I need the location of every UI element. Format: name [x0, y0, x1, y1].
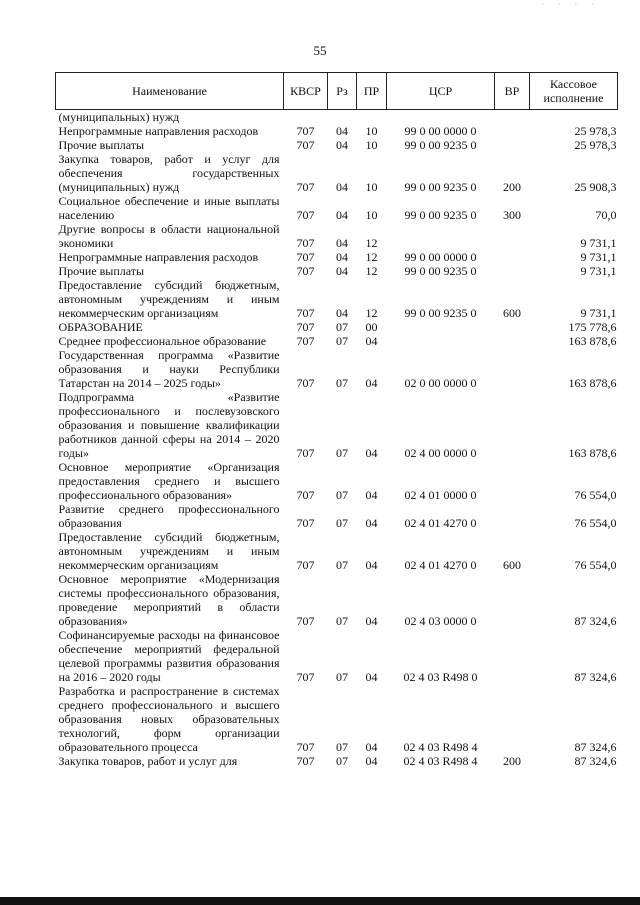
cell-pr: 04 [365, 334, 378, 348]
cell-vr [495, 460, 530, 502]
table-row [56, 334, 618, 348]
cell-amount: 87 324,6 [574, 754, 617, 768]
cell-rz: 07 [336, 376, 348, 390]
cell-amount: 9 731,1 [580, 264, 617, 278]
cell-amount: 87 324,6 [574, 614, 617, 628]
cell-amount: 25 978,3 [574, 124, 617, 138]
cell-csr: 02 4 01 4270 0 [404, 558, 477, 572]
cell-rz: 07 [336, 488, 348, 502]
table-row [56, 152, 618, 194]
table-row [56, 754, 618, 768]
cell-name: Непрограммные направления расходов [58, 124, 259, 138]
cell-pr: 04 [365, 670, 378, 684]
cell-rz: 04 [336, 306, 348, 320]
cell-vr [495, 572, 530, 628]
cell-vr [495, 138, 530, 152]
cell-kvsr: 707 [296, 180, 315, 194]
cell-kvsr: 707 [296, 236, 315, 250]
cell-kvsr: 707 [296, 306, 315, 320]
cell-csr: 02 0 00 0000 0 [404, 376, 477, 390]
cell-rz: 04 [336, 236, 348, 250]
page-number: 55 [313, 43, 327, 58]
cell-kvsr: 707 [296, 320, 315, 334]
cell-pr: 12 [365, 306, 378, 320]
cell-amount: 163 878,6 [568, 446, 617, 460]
cell-amount: 9 731,1 [580, 306, 617, 320]
cell-rz: 04 [336, 250, 348, 264]
cell-csr: 99 0 00 9235 0 [404, 208, 477, 222]
cell-pr: 10 [365, 124, 378, 138]
cell-name: Прочие выплаты [58, 264, 145, 278]
cell-pr: 04 [365, 376, 378, 390]
cell-name: Разработка и распространение в системах среднего профессионального и высшего образования новых образовательных технологий, форм организации образовательного процесса [58, 684, 280, 754]
cell-name: (муниципальных) нужд [58, 110, 180, 124]
table-row [56, 124, 618, 138]
cell-kvsr: 707 [296, 376, 315, 390]
cell-vr [495, 124, 530, 138]
cell-pr: 04 [365, 754, 378, 768]
cell-amount: 9 731,1 [580, 250, 617, 264]
cell-kvsr: 707 [296, 670, 315, 684]
cell-kvsr: 707 [296, 446, 315, 460]
cell-vr [495, 110, 530, 125]
cell-rz: 07 [336, 320, 348, 334]
cell-name: Непрограммные направления расходов [58, 250, 259, 264]
cell-pr: 10 [365, 138, 378, 152]
header-csr: ЦСР [387, 73, 495, 110]
table-row [56, 502, 618, 530]
cell-pr [357, 110, 387, 125]
table-row [56, 222, 618, 250]
header-vr: ВР [495, 73, 530, 110]
cell-vr [495, 264, 530, 278]
cell-pr: 04 [365, 516, 378, 530]
cell-name: Другие вопросы в области национальной экономики [58, 222, 280, 250]
table-row [56, 390, 618, 460]
cell-rz: 07 [336, 670, 348, 684]
cell-vr [495, 684, 530, 754]
table-row [56, 460, 618, 502]
table-row [56, 530, 618, 572]
cell-amount: 76 554,0 [574, 516, 617, 530]
cell-rz: 04 [336, 264, 348, 278]
cell-vr [495, 222, 530, 250]
cell-vr [495, 628, 530, 684]
cell-amount: 163 878,6 [568, 334, 617, 348]
cell-amount: 25 978,3 [574, 138, 617, 152]
cell-pr: 00 [365, 320, 378, 334]
table-row [56, 110, 618, 125]
cell-rz: 04 [336, 208, 348, 222]
cell-name: Развитие среднего профессионального образования [58, 502, 280, 530]
table-row [56, 138, 618, 152]
cell-name: Предоставление субсидий бюджетным, автономным учреждениям и иным некоммерческим организациям [58, 530, 280, 572]
scan-edge [0, 897, 640, 905]
cell-rz [328, 110, 357, 125]
cell-name: Государственная программа «Развитие образования и науки Республики Татарстан на 2014 – 2025 годы» [58, 348, 280, 390]
cell-amount: 87 324,6 [574, 670, 617, 684]
header-kvsr: КВСР [284, 73, 328, 110]
cell-pr: 10 [365, 180, 378, 194]
cell-csr: 99 0 00 0000 0 [404, 250, 477, 264]
budget-table [55, 72, 618, 768]
cell-kvsr: 707 [296, 264, 315, 278]
cell-csr: 99 0 00 9235 0 [404, 138, 477, 152]
cell-csr: 99 0 00 0000 0 [404, 124, 477, 138]
cell-kvsr: 707 [296, 516, 315, 530]
cell-rz: 04 [336, 124, 348, 138]
table-row [56, 278, 618, 320]
table-row [56, 194, 618, 222]
cell-vr [495, 250, 530, 264]
table-header-row [56, 73, 618, 110]
cell-kvsr: 707 [296, 124, 315, 138]
table-row [56, 628, 618, 684]
cell-kvsr [284, 110, 328, 125]
cell-csr: 99 0 00 9235 0 [404, 264, 477, 278]
cell-csr: 02 4 01 4270 0 [404, 516, 477, 530]
cell-rz: 07 [336, 446, 348, 460]
cell-vr: 200 [503, 754, 521, 768]
cell-name: Закупка товаров, работ и услуг для обеспечения государственных (муниципальных) нужд [58, 152, 280, 194]
header-name: Наименование [56, 73, 284, 110]
cell-kvsr: 707 [296, 250, 315, 264]
cell-csr: 02 4 03 R498 0 [403, 670, 478, 684]
cell-name: Среднее профессиональное образование [58, 334, 267, 348]
cell-amount: 163 878,6 [568, 376, 617, 390]
cell-rz: 04 [336, 180, 348, 194]
cell-pr: 04 [365, 446, 378, 460]
cell-csr: 02 4 03 R498 4 [403, 740, 478, 754]
cell-rz: 07 [336, 558, 348, 572]
cell-csr [387, 334, 495, 348]
cell-vr: 600 [503, 306, 521, 320]
cell-pr: 04 [365, 488, 378, 502]
scan-artifact: · · · · [541, 0, 600, 9]
cell-csr: 02 4 00 0000 0 [404, 446, 477, 460]
cell-rz: 07 [336, 334, 348, 348]
cell-pr: 12 [365, 264, 378, 278]
table-row [56, 572, 618, 628]
cell-rz: 07 [336, 516, 348, 530]
cell-name: Подпрограмма «Развитие профессионального и послевузовского образования и повышение квалификации работников данной сферы на 2014 – 2020 годы» [58, 390, 280, 460]
cell-vr [495, 390, 530, 460]
table-row [56, 684, 618, 754]
cell-kvsr: 707 [296, 208, 315, 222]
cell-amount: 87 324,6 [574, 740, 617, 754]
cell-vr: 300 [503, 208, 521, 222]
cell-rz: 04 [336, 138, 348, 152]
cell-rz: 07 [336, 740, 348, 754]
cell-name: Софинансируемые расходы на финансовое обеспечение мероприятий федеральной целевой программы развития образования на 2016 – 2020 годы [58, 628, 280, 684]
cell-kvsr: 707 [296, 614, 315, 628]
table-row [56, 320, 618, 334]
cell-rz: 07 [336, 754, 348, 768]
cell-name: Предоставление субсидий бюджетным, автономным учреждениям и иным некоммерческим организациям [58, 278, 280, 320]
cell-vr [495, 320, 530, 334]
cell-name: Основное мероприятие «Модернизация системы профессионального образования, проведение мероприятий в области образования» [58, 572, 280, 628]
header-pr: ПР [357, 73, 387, 110]
header-rz: Рз [328, 73, 357, 110]
cell-amount: 70,0 [595, 208, 617, 222]
cell-csr [387, 110, 495, 125]
cell-amount: 9 731,1 [580, 236, 617, 250]
table-body [56, 110, 618, 769]
cell-kvsr: 707 [296, 334, 315, 348]
cell-csr: 99 0 00 9235 0 [404, 306, 477, 320]
cell-kvsr: 707 [296, 558, 315, 572]
cell-pr: 12 [365, 250, 378, 264]
cell-kvsr: 707 [296, 754, 315, 768]
cell-vr: 600 [503, 558, 521, 572]
cell-name: ОБРАЗОВАНИЕ [58, 320, 143, 334]
cell-csr: 02 4 03 R498 4 [403, 754, 478, 768]
cell-name: Социальное обеспечение и иные выплаты населению [58, 194, 280, 222]
cell-pr: 12 [365, 236, 378, 250]
cell-csr [387, 222, 495, 250]
cell-kvsr: 707 [296, 488, 315, 502]
cell-name: Закупка товаров, работ и услуг для [58, 754, 238, 768]
cell-name: Основное мероприятие «Организация предоставления среднего и высшего профессионального образования» [58, 460, 280, 502]
cell-vr [495, 348, 530, 390]
header-amount: Кассовое исполнение [530, 73, 618, 110]
cell-csr [387, 320, 495, 334]
cell-csr: 02 4 03 0000 0 [404, 614, 477, 628]
cell-pr: 04 [365, 740, 378, 754]
cell-name: Прочие выплаты [58, 138, 145, 152]
cell-amount: 76 554,0 [574, 488, 617, 502]
cell-amount: 175 778,6 [568, 320, 617, 334]
cell-vr [495, 502, 530, 530]
cell-pr: 04 [365, 558, 378, 572]
cell-kvsr: 707 [296, 138, 315, 152]
table-row [56, 264, 618, 278]
table-row [56, 250, 618, 264]
cell-vr [495, 334, 530, 348]
cell-csr: 02 4 01 0000 0 [404, 488, 477, 502]
cell-amount: 25 908,3 [574, 180, 617, 194]
cell-amount [530, 110, 618, 125]
cell-rz: 07 [336, 614, 348, 628]
cell-pr: 10 [365, 208, 378, 222]
cell-csr: 99 0 00 9235 0 [404, 180, 477, 194]
cell-vr: 200 [503, 180, 521, 194]
cell-kvsr: 707 [296, 740, 315, 754]
cell-amount: 76 554,0 [574, 558, 617, 572]
cell-pr: 04 [365, 614, 378, 628]
table-row [56, 348, 618, 390]
